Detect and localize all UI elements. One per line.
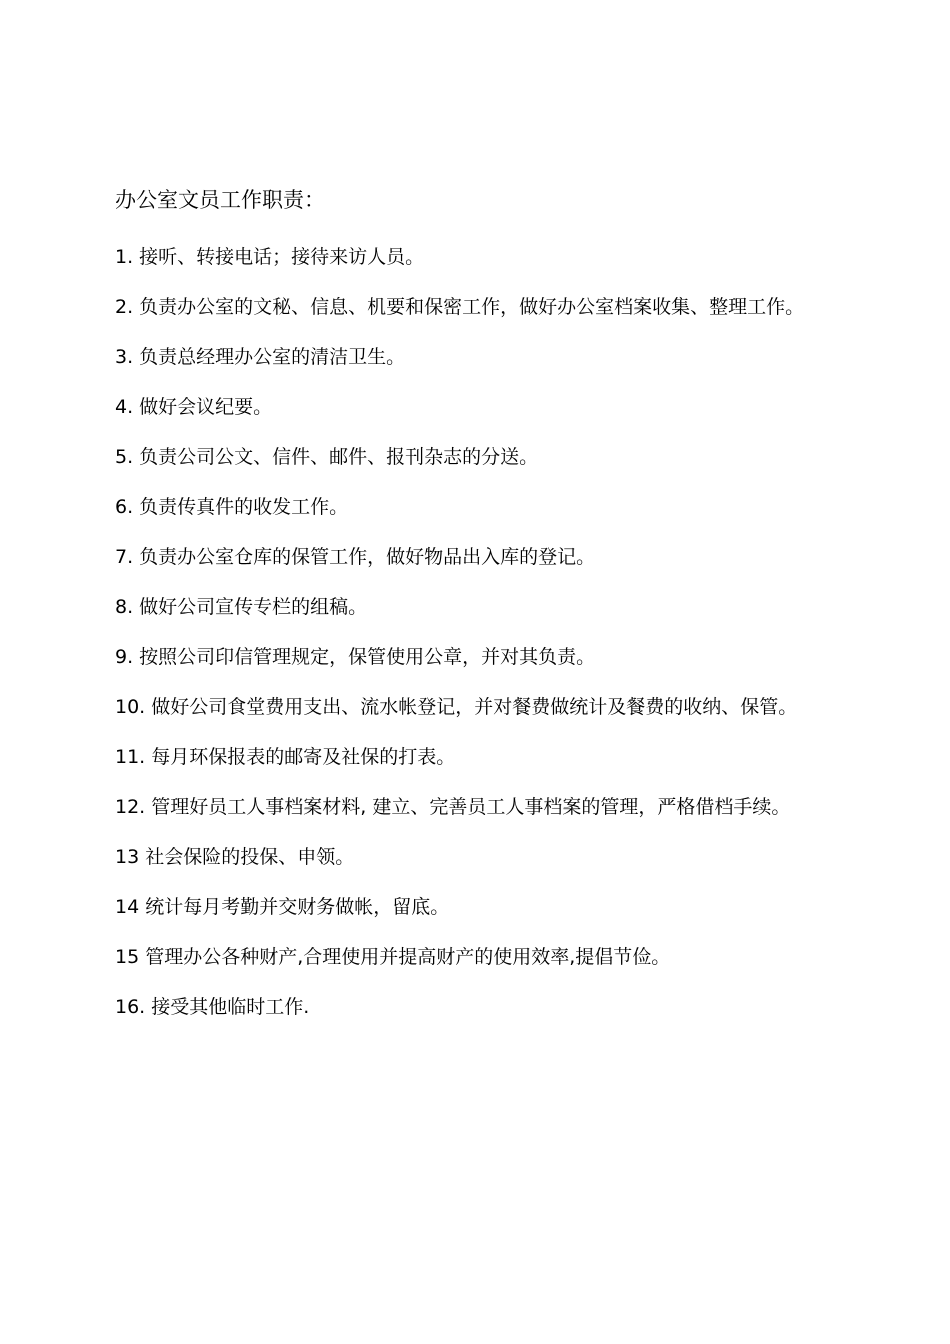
duty-item-9: 9. 按照公司印信管理规定，保管使用公章，并对其负责。 <box>115 646 596 668</box>
duty-list <box>115 232 840 1032</box>
duty-item-8: 8. 做好公司宣传专栏的组稿。 <box>115 596 368 618</box>
duty-item-13: 13 社会保险的投保、申领。 <box>115 846 355 868</box>
duty-item-10: 10. 做好公司食堂费用支出、流水帐登记，并对餐费做统计及餐费的收纳、保管。 <box>115 696 798 718</box>
duty-item-3: 3. 负责总经理办公室的清洁卫生。 <box>115 346 406 368</box>
duty-item-6: 6. 负责传真件的收发工作。 <box>115 496 349 518</box>
duty-item-4: 4. 做好会议纪要。 <box>115 396 273 418</box>
duty-item-1: 1. 接听、转接电话；接待来访人员。 <box>115 246 425 268</box>
duty-item-16: 16. 接受其他临时工作. <box>115 996 310 1018</box>
duty-item-12: 12. 管理好员工人事档案材料, 建立、完善员工人事档案的管理，严格借档手续。 <box>115 796 791 818</box>
duty-item-14: 14 统计每月考勤并交财务做帐，留底。 <box>115 896 450 918</box>
duty-item-7: 7. 负责办公室仓库的保管工作，做好物品出入库的登记。 <box>115 546 596 568</box>
duty-item-11: 11. 每月环保报表的邮寄及社保的打表。 <box>115 746 456 768</box>
document-title: 办公室文员工作职责： <box>115 188 325 212</box>
duty-item-15: 15 管理办公各种财产,合理使用并提高财产的使用效率,提倡节俭。 <box>115 946 671 968</box>
duty-item-2: 2. 负责办公室的文秘、信息、机要和保密工作，做好办公室档案收集、整理工作。 <box>115 296 805 318</box>
duty-item-5: 5. 负责公司公文、信件、邮件、报刊杂志的分送。 <box>115 446 539 468</box>
